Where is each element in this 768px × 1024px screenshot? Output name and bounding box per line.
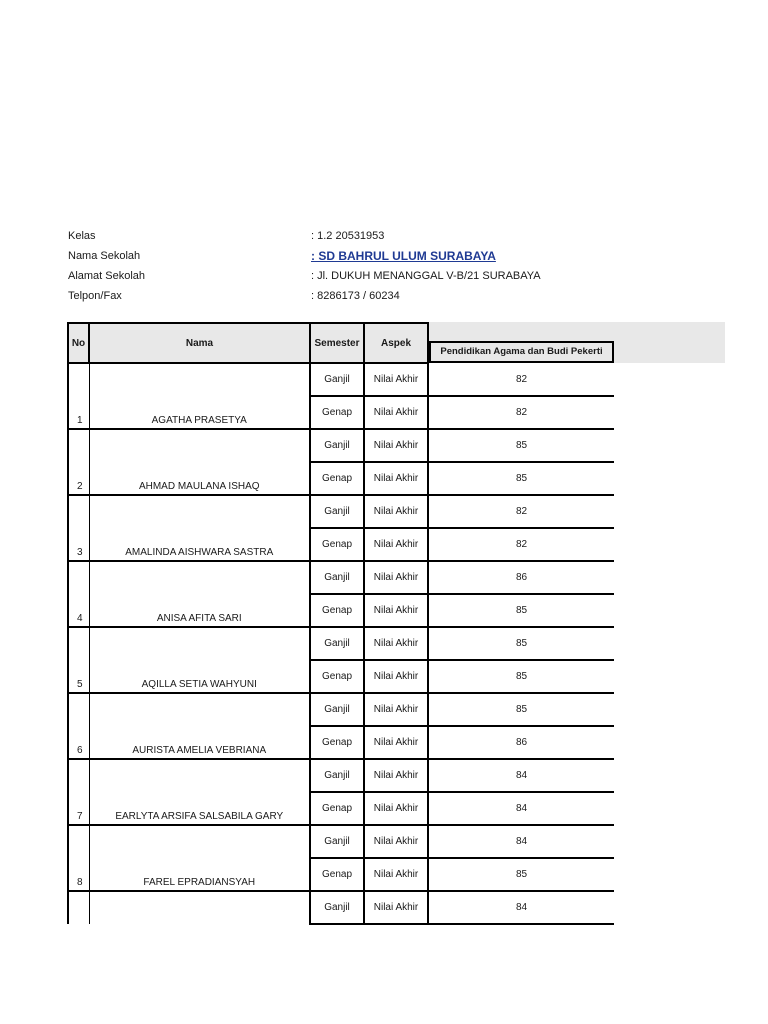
cell-no: 5 (68, 627, 89, 693)
cell-aspek: Nilai Akhir (364, 759, 428, 792)
cell-no (68, 891, 89, 924)
table-row (68, 363, 614, 396)
cell-aspek: Nilai Akhir (364, 891, 428, 924)
nama-sekolah-link[interactable]: : SD BAHRUL ULUM SURABAYA (311, 249, 496, 263)
cell-nilai: 84 (428, 759, 614, 792)
cell-nama: FAREL EPRADIANSYAH (89, 825, 310, 891)
grades-table (67, 322, 614, 925)
cell-semester: Genap (310, 594, 364, 627)
info-row-telpon (68, 286, 628, 306)
info-row-alamat (68, 266, 628, 286)
telpon-value: : 8286173 / 60234 (311, 290, 400, 302)
cell-nilai: 86 (428, 561, 614, 594)
cell-semester: Genap (310, 792, 364, 825)
cell-semester: Genap (310, 528, 364, 561)
cell-nilai: 85 (428, 693, 614, 726)
cell-nilai: 85 (428, 462, 614, 495)
cell-semester: Ganjil (310, 495, 364, 528)
table-row (68, 891, 614, 924)
col-header-nama: Nama (89, 323, 310, 363)
col-header-subject-cell (428, 323, 614, 363)
cell-nama: EARLYTA ARSIFA SALSABILA GARY (89, 759, 310, 825)
cell-no: 1 (68, 363, 89, 429)
info-row-kelas (68, 226, 628, 246)
cell-aspek: Nilai Akhir (364, 561, 428, 594)
info-row-nama-sekolah (68, 246, 628, 266)
cell-aspek: Nilai Akhir (364, 528, 428, 561)
table-row (68, 693, 614, 726)
cell-nilai: 85 (428, 858, 614, 891)
cell-no: 7 (68, 759, 89, 825)
cell-aspek: Nilai Akhir (364, 594, 428, 627)
cell-aspek: Nilai Akhir (364, 363, 428, 396)
kelas-value: : 1.2 20531953 (311, 230, 385, 242)
cell-nilai: 84 (428, 891, 614, 924)
cell-nama (89, 891, 310, 924)
cell-aspek: Nilai Akhir (364, 726, 428, 759)
alamat-label: Alamat Sekolah (68, 270, 146, 282)
col-header-no: No (68, 323, 89, 363)
cell-nilai: 82 (428, 528, 614, 561)
cell-semester: Genap (310, 726, 364, 759)
table-body (68, 363, 614, 924)
cell-nama: AURISTA AMELIA VEBRIANA (89, 693, 310, 759)
cell-semester: Ganjil (310, 627, 364, 660)
cell-nilai: 82 (428, 396, 614, 429)
cell-aspek: Nilai Akhir (364, 693, 428, 726)
school-info (68, 226, 628, 306)
col-header-semester: Semester (310, 323, 364, 363)
col-header-subject: Pendidikan Agama dan Budi Pekerti (429, 341, 614, 363)
cell-semester: Genap (310, 858, 364, 891)
table-row (68, 429, 614, 462)
alamat-value: : Jl. DUKUH MENANGGAL V-B/21 SURABAYA (311, 270, 541, 282)
cell-no: 4 (68, 561, 89, 627)
nama-sekolah-label: Nama Sekolah (68, 250, 141, 262)
cell-nilai: 85 (428, 660, 614, 693)
cell-nama: AQILLA SETIA WAHYUNI (89, 627, 310, 693)
cell-aspek: Nilai Akhir (364, 825, 428, 858)
cell-nama: AHMAD MAULANA ISHAQ (89, 429, 310, 495)
cell-aspek: Nilai Akhir (364, 792, 428, 825)
cell-semester: Ganjil (310, 363, 364, 396)
cell-aspek: Nilai Akhir (364, 429, 428, 462)
table-row (68, 825, 614, 858)
cell-nilai: 84 (428, 792, 614, 825)
cell-aspek: Nilai Akhir (364, 396, 428, 429)
cell-aspek: Nilai Akhir (364, 462, 428, 495)
cell-semester: Ganjil (310, 825, 364, 858)
cell-semester: Ganjil (310, 429, 364, 462)
cell-semester: Ganjil (310, 561, 364, 594)
cell-nilai: 85 (428, 627, 614, 660)
cell-aspek: Nilai Akhir (364, 495, 428, 528)
cell-no: 6 (68, 693, 89, 759)
table-row (68, 561, 614, 594)
col-header-aspek: Aspek (364, 323, 428, 363)
cell-nilai: 82 (428, 495, 614, 528)
cell-nama: AGATHA PRASETYA (89, 363, 310, 429)
cell-no: 3 (68, 495, 89, 561)
cell-aspek: Nilai Akhir (364, 858, 428, 891)
cell-no: 8 (68, 825, 89, 891)
cell-semester: Ganjil (310, 693, 364, 726)
telpon-label: Telpon/Fax (68, 290, 122, 302)
cell-nilai: 84 (428, 825, 614, 858)
cell-nilai: 86 (428, 726, 614, 759)
table-header-row (68, 323, 614, 363)
kelas-label: Kelas (68, 230, 96, 242)
cell-no: 2 (68, 429, 89, 495)
cell-semester: Genap (310, 660, 364, 693)
cell-semester: Ganjil (310, 891, 364, 924)
table-row (68, 759, 614, 792)
cell-nama: ANISA AFITA SARI (89, 561, 310, 627)
cell-nama: AMALINDA AISHWARA SASTRA (89, 495, 310, 561)
cell-semester: Genap (310, 462, 364, 495)
cell-nilai: 82 (428, 363, 614, 396)
cell-semester: Ganjil (310, 759, 364, 792)
cell-nilai: 85 (428, 429, 614, 462)
table-row (68, 627, 614, 660)
cell-semester: Genap (310, 396, 364, 429)
cell-nilai: 85 (428, 594, 614, 627)
cell-aspek: Nilai Akhir (364, 660, 428, 693)
cell-aspek: Nilai Akhir (364, 627, 428, 660)
table-row (68, 495, 614, 528)
